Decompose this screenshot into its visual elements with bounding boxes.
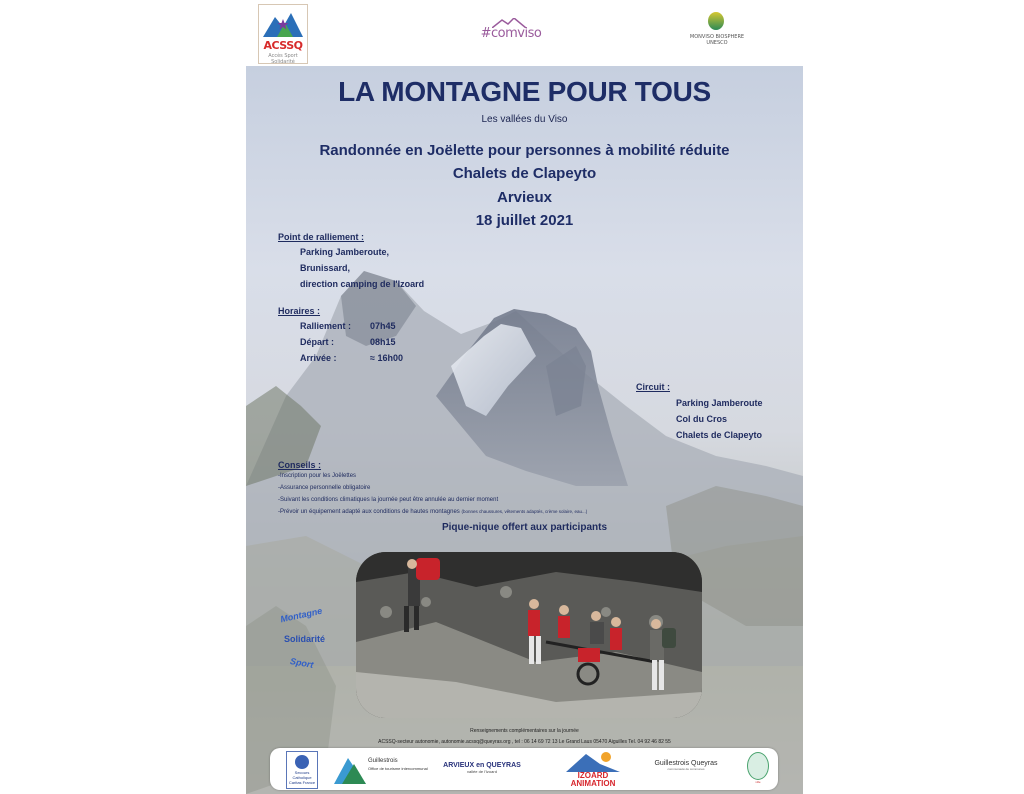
meeting-point-line: Parking Jamberoute, [300, 247, 390, 257]
schedule-heading: Horaires : [278, 306, 321, 316]
meeting-point-line: direction camping de l'Izoard [300, 279, 425, 289]
circuit-stop: Parking Jamberoute [676, 398, 763, 408]
info-heading: Renseignements complémentaires sur la journée [470, 728, 579, 734]
event-destination: Chalets de Clapeyto [452, 165, 597, 182]
event-description: Randonnée en Joëlette pour personnes à mobilité réduite [319, 142, 730, 159]
emblem-icon [747, 752, 769, 780]
mountain-icon [334, 754, 366, 784]
circuit-heading: Circuit : [636, 382, 671, 392]
guillestrois-sub: Office de tourisme intercommunal [368, 766, 428, 771]
sponsor-bar [270, 748, 778, 790]
circuit-stop: Col du Cros [676, 414, 727, 424]
poster [246, 66, 803, 794]
meeting-point-section [278, 232, 424, 292]
acssq-logo-text: ACSSQ [263, 39, 303, 52]
schedule-row [300, 334, 403, 350]
side-word-sport: Sport [289, 656, 315, 670]
partner-emblem-logo [744, 752, 772, 786]
mab-logo-line2: UNESCO [706, 40, 728, 46]
mountain-star-icon [263, 9, 303, 37]
meeting-point-line: Brunissard, [300, 263, 351, 273]
advice-heading: Conseils : [278, 460, 322, 470]
advice-item: -Inscription pour les Joëlettes [278, 473, 357, 479]
peak-sun-icon [560, 750, 626, 772]
advice-item-note: (bonnes chaussures, vêtements adaptés, crème solaire, eau...) [461, 509, 588, 514]
circuit-section [636, 382, 763, 443]
monviso-biosphere-logo [688, 10, 746, 50]
secours-catholique-logo [286, 751, 318, 789]
arvieux-queyras-logo [442, 756, 522, 786]
schedule-row [300, 318, 403, 334]
schedule-time: 07h45 [370, 321, 396, 331]
biosphere-icon [708, 12, 724, 30]
arvieux-sub: vallée de l'Izoard [467, 769, 497, 774]
poster-subtitle: Les vallées du Viso [481, 114, 568, 125]
secours-catholique-text: Secours Catholique Caritas France [288, 770, 316, 785]
hikers-photo [356, 552, 702, 718]
side-word-solidarite: Solidarité [284, 634, 326, 644]
schedule-time: ≈ 16h00 [370, 353, 403, 363]
picnic-note: Pique-nique offert aux participants [441, 522, 608, 533]
secours-catholique-icon [295, 755, 309, 769]
event-date: 18 juillet 2021 [475, 212, 574, 229]
event-location: Arvieux [496, 189, 553, 206]
advice-section [278, 460, 587, 518]
izoard-animation-logo [560, 750, 626, 788]
mab-logo-line1: MONVISO BIOSPHERE [689, 34, 745, 40]
schedule-label: Départ : [300, 337, 335, 347]
poster-title: LA MONTAGNE POUR TOUS [338, 76, 711, 107]
comviso-logo-text: #comviso [480, 26, 542, 41]
guillestrois-tourism-logo [334, 754, 430, 786]
advice-item [278, 506, 587, 518]
gq-name: Guillestrois Queyras [654, 760, 718, 767]
arvieux-name: ARVIEUX en QUEYRAS [443, 762, 521, 769]
schedule-label: Arrivée : [300, 353, 337, 363]
schedule-table [300, 318, 403, 366]
meeting-point-heading: Point de ralliement : [278, 232, 365, 242]
side-word-montagne: Montagne [279, 605, 324, 625]
circuit-stop: Chalets de Clapeyto [676, 430, 763, 440]
emblem-caption: ville [755, 780, 761, 784]
guillestrois-queyras-logo [646, 760, 726, 780]
info-contact: ACSSQ-secteur autonomie, autonomie.acssq@queyras.org , tel : 06 14 69 72 13 Le Grand Laus 05470 Aiguilles Tel. 04 92 46 82 55 [378, 739, 671, 745]
gq-sub: communauté de communes [667, 767, 705, 771]
advice-item: -Assurance personnelle obligatoire [278, 485, 371, 491]
acssq-logo [258, 4, 308, 64]
advice-item-text: -Prévoir un équipement adapté aux conditions de hautes montagnes [278, 509, 460, 515]
schedule-time: 08h15 [370, 337, 396, 347]
acssq-logo-tagline: Accès Sport Solidarité [268, 53, 298, 65]
schedule-section [278, 306, 403, 366]
advice-item: -Suivant les conditions climatiques la journée peut être annulée au dernier moment [278, 497, 499, 503]
izoard-name: IZOARD ANIMATION [570, 771, 616, 788]
joelette-hike-image [356, 552, 702, 718]
schedule-label: Ralliement : [300, 321, 352, 331]
schedule-row [300, 350, 403, 366]
comviso-logo [474, 16, 548, 44]
guillestrois-name: Guillestrois [368, 758, 398, 764]
contact-info [246, 727, 803, 746]
